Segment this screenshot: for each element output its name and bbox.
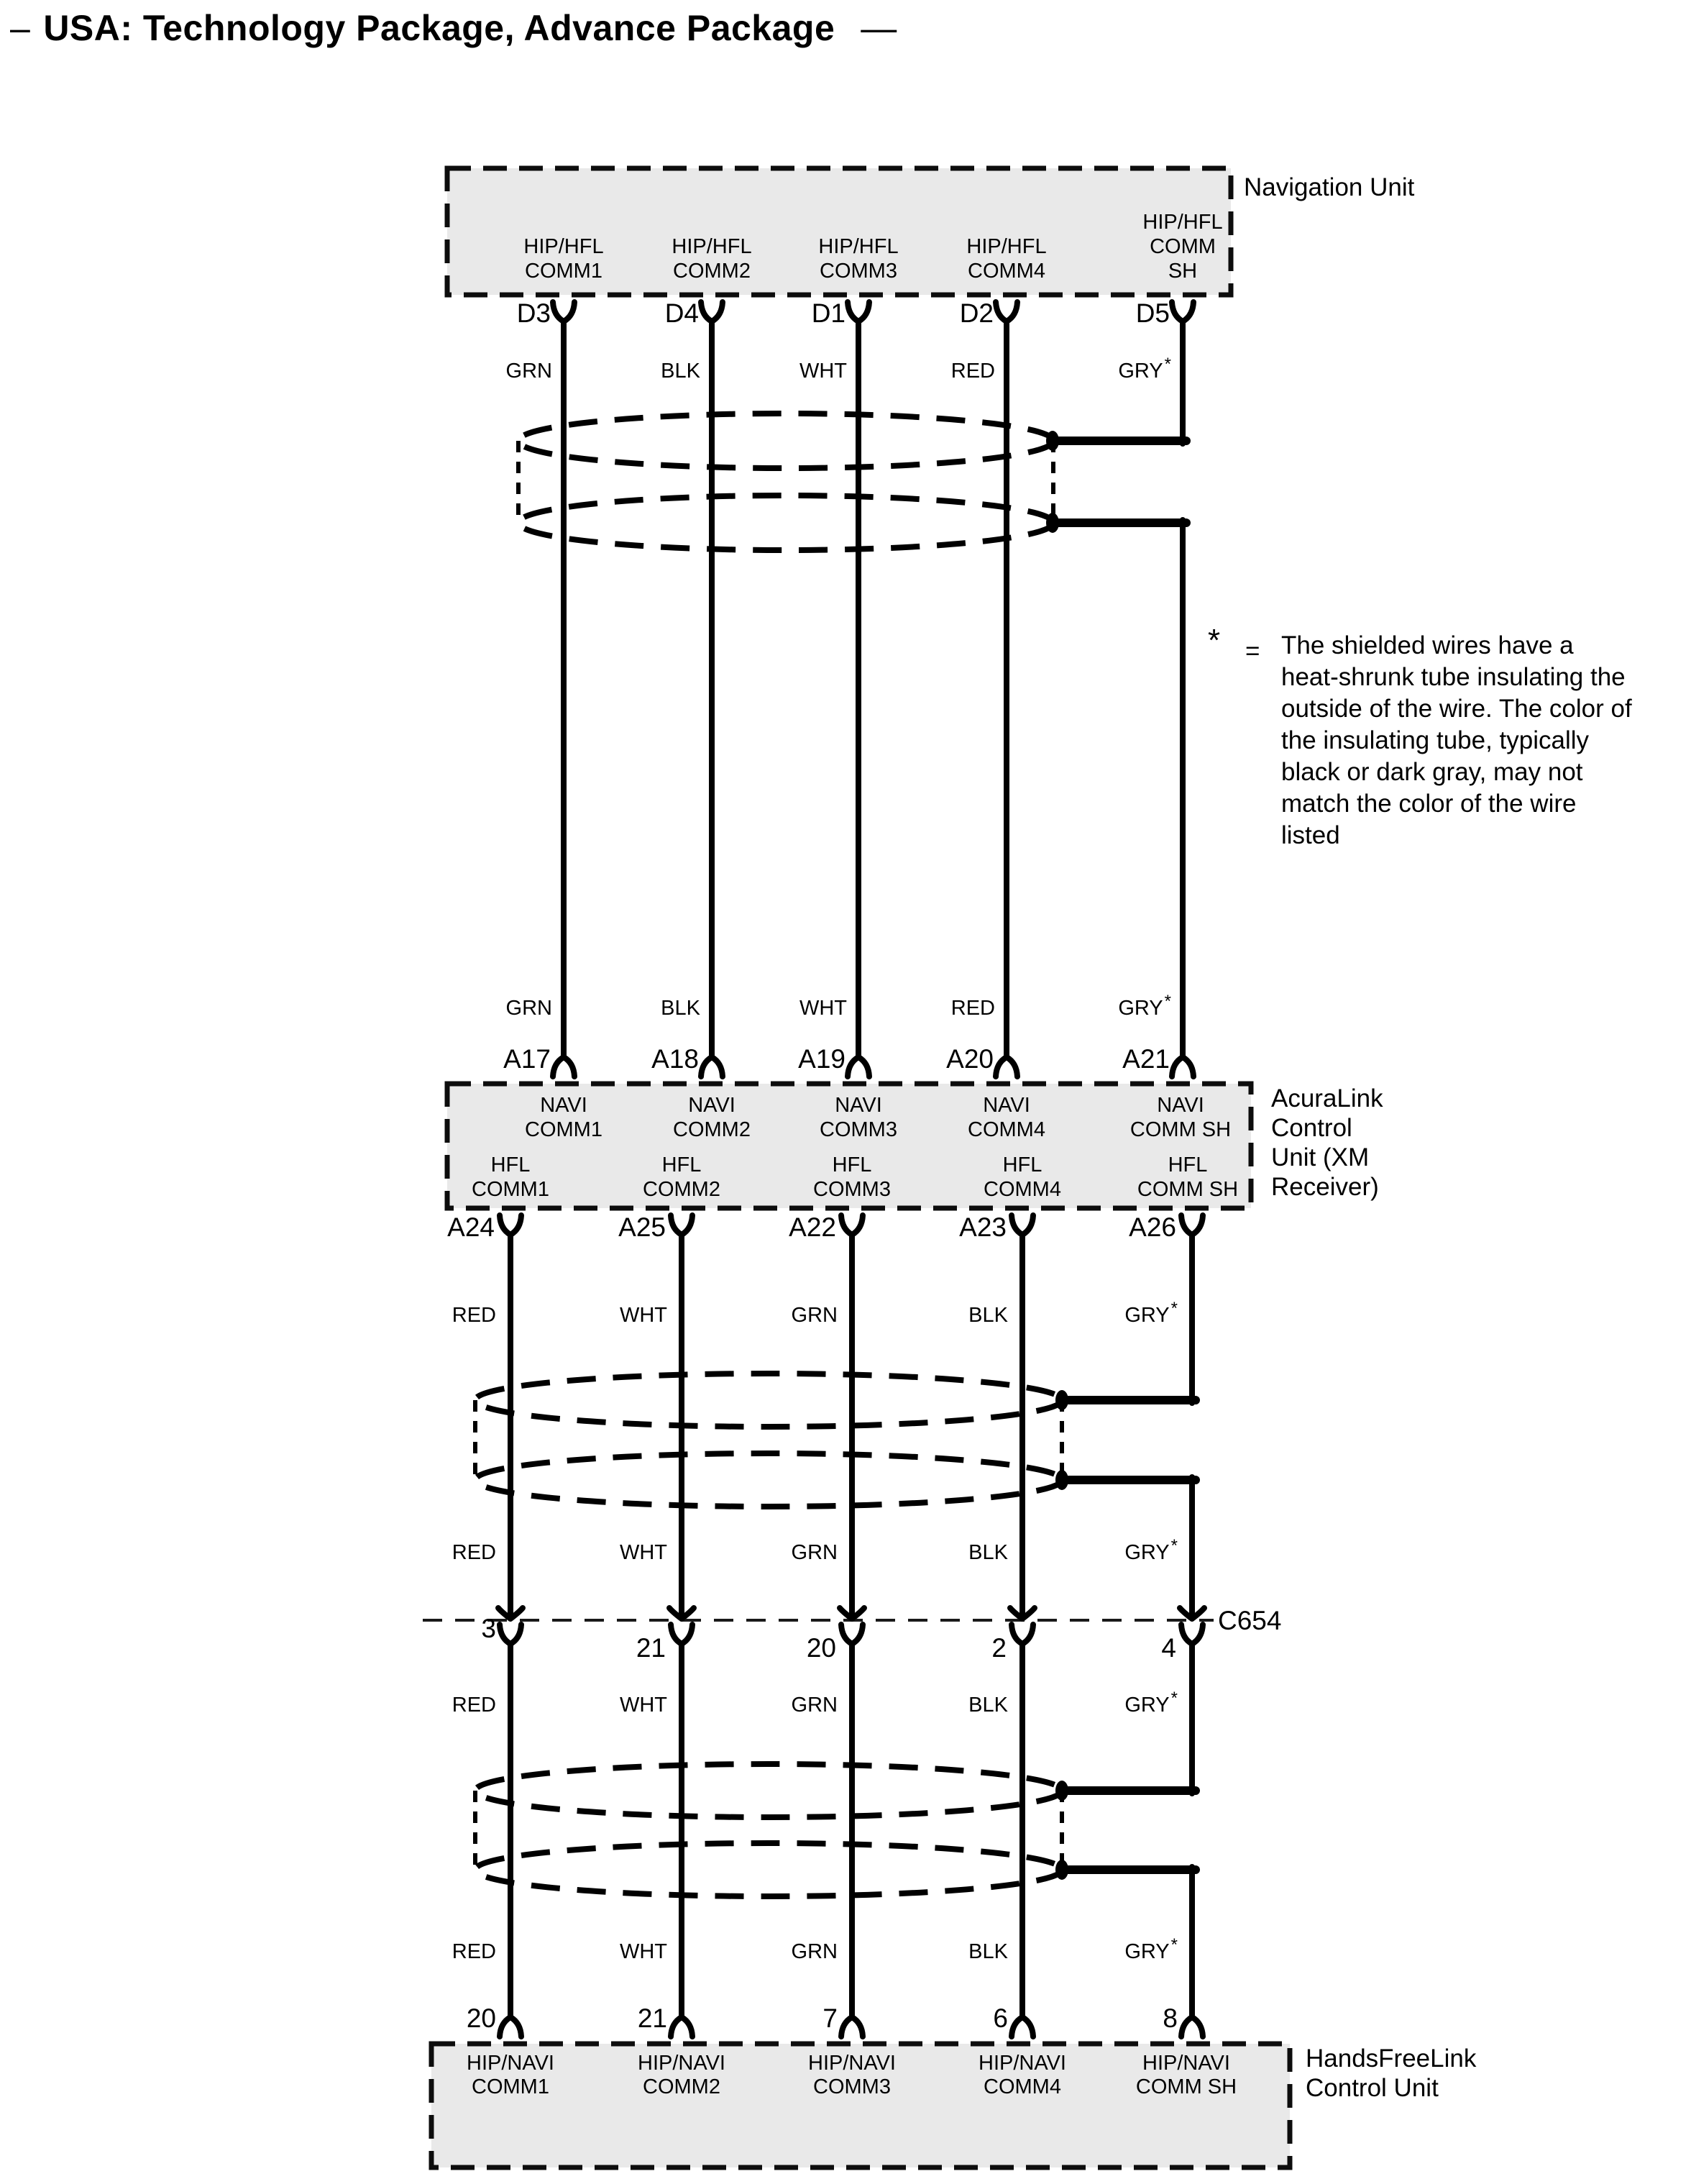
wire-color-label-shield: GRY* <box>1124 1935 1178 1963</box>
acuralink-unit-label <box>1271 1084 1383 1202</box>
title-text: USA: Technology Package, Advance Package <box>43 8 835 48</box>
acuralink-terminal-name <box>968 1093 1045 1142</box>
wire-color-label: RED <box>452 1304 496 1327</box>
shield-footnote-marker: * <box>1170 1299 1178 1318</box>
hfl-terminal-name <box>808 2052 896 2099</box>
hfl-terminal-name <box>467 2052 554 2099</box>
pin-label-a21: A21 <box>1122 1044 1170 1074</box>
acuralink-terminal-name <box>820 1093 897 1142</box>
acuralink-terminal-name <box>643 1153 720 1202</box>
pin-label-d5: D5 <box>1135 298 1170 328</box>
acuralink-terminal-name <box>984 1153 1061 1202</box>
wire-color-label: WHT <box>799 997 847 1020</box>
title-dash-left: – <box>10 8 31 48</box>
handsfreelink-unit-label <box>1306 2044 1476 2103</box>
wire-color-label: BLK <box>968 1940 1008 1963</box>
terminal-name-line: COMM1 <box>472 2075 549 2098</box>
connector-c654-label: C654 <box>1218 1606 1282 1635</box>
terminal-name-line: NAVI <box>983 1094 1030 1117</box>
terminal-name-line: HFL <box>1002 1153 1042 1176</box>
unit-label-line: Control <box>1271 1114 1352 1142</box>
connector-pin-label: 21 <box>636 1633 666 1663</box>
acuralink-terminal-name <box>525 1093 602 1142</box>
pin-label-8: 8 <box>1163 2003 1178 2033</box>
wire-color-label: WHT <box>619 1694 667 1717</box>
terminal-name-line: HIP/HFL <box>672 235 752 258</box>
wire-color-label: GRN <box>791 1694 838 1717</box>
acuralink-terminal-name <box>1137 1153 1238 1202</box>
terminal-name-line: COMM2 <box>673 1118 751 1141</box>
hfl-terminal-name <box>1136 2052 1237 2099</box>
terminal-name-line: COMM <box>1150 235 1216 258</box>
nav-terminal-name <box>672 234 751 283</box>
terminal-name-line: HIP/HFL <box>966 235 1047 258</box>
wire-color-label: BLK <box>968 1541 1008 1564</box>
shield-footnote-marker: * <box>1164 992 1171 1011</box>
pin-label-d1: D1 <box>811 298 846 328</box>
footnote-line: listed <box>1281 821 1340 849</box>
terminal-name-line: NAVI <box>540 1094 587 1117</box>
shield-cylinder-upper <box>518 414 1053 550</box>
wire-color-label: BLK <box>968 1694 1008 1717</box>
wire-color-label-shield: GRY* <box>1118 992 1171 1020</box>
wire-color-label: RED <box>452 1694 496 1717</box>
terminal-name-line: COMM3 <box>813 1178 891 1201</box>
terminal-name-line: COMM SH <box>1129 1118 1232 1141</box>
footnote-line: the insulating tube, typically <box>1281 726 1590 754</box>
wire-color-label: WHT <box>619 1541 667 1564</box>
unit-label-line: Control Unit <box>1306 2074 1439 2102</box>
terminal-name-line: COMM3 <box>820 1118 897 1141</box>
terminal-name-line: HFL <box>490 1153 531 1176</box>
nav-terminal-name <box>523 234 603 283</box>
pin-label-a23: A23 <box>959 1212 1007 1242</box>
connector-pin-label: 3 <box>481 1614 496 1643</box>
pin-label-21: 21 <box>637 2003 667 2033</box>
pin-label-d4: D4 <box>664 298 699 328</box>
title-dash-right: — <box>861 8 897 48</box>
footnote-line: outside of the wire. The color of <box>1281 695 1632 723</box>
shield-footnote-marker: * <box>1164 355 1171 374</box>
wire-color-label: RED <box>452 1940 496 1963</box>
pin-label-d2: D2 <box>959 298 994 328</box>
footnote-line: match the color of the wire <box>1281 790 1577 818</box>
wire-color-label-shield: GRY* <box>1124 1299 1178 1327</box>
terminal-name-line: COMM1 <box>525 1118 602 1141</box>
terminal-name-line: COMM SH <box>1135 2075 1237 2098</box>
wire-color-label: GRN <box>505 360 552 383</box>
pin-label-20: 20 <box>466 2003 496 2033</box>
wire-color-label: GRN <box>791 1541 838 1564</box>
unit-label-line: Receiver) <box>1271 1173 1379 1201</box>
wire-color-label: RED <box>950 997 995 1020</box>
terminal-name-line: HIP/NAVI <box>638 2052 725 2075</box>
terminal-name-line: COMM4 <box>968 260 1045 283</box>
wire-color-label: WHT <box>619 1304 667 1327</box>
acuralink-terminal-name <box>1130 1093 1231 1142</box>
shield-footnote-marker: * <box>1170 1536 1178 1555</box>
pin-label-6: 6 <box>993 2003 1008 2033</box>
footnote-equals: = <box>1245 637 1260 665</box>
wire-color-label: GRN <box>505 997 552 1020</box>
pin-label-a20: A20 <box>946 1044 994 1074</box>
unit-label-line: Unit (XM <box>1271 1143 1370 1171</box>
pin-label-a22: A22 <box>789 1212 836 1242</box>
shield-footnote-marker: * <box>1170 1689 1178 1708</box>
wire-color-label: BLK <box>661 997 700 1020</box>
hfl-terminal-name <box>638 2052 725 2099</box>
terminal-name-line: COMM2 <box>673 260 751 283</box>
wire-color-label: GRN <box>791 1304 838 1327</box>
acuralink-terminal-name <box>813 1153 891 1202</box>
footnote-text <box>1281 630 1632 851</box>
pin-label-7: 7 <box>822 2003 838 2033</box>
terminal-name-line: HIP/HFL <box>818 235 899 258</box>
terminal-name-line: COMM2 <box>643 1178 720 1201</box>
wire-color-label: WHT <box>799 360 847 383</box>
unit-label-line: HandsFreeLink <box>1306 2044 1477 2073</box>
acuralink-terminal-name <box>673 1093 751 1142</box>
terminal-name-line: NAVI <box>1157 1094 1204 1117</box>
footnote-symbol: * <box>1208 623 1221 658</box>
wire-color-label: RED <box>950 360 995 383</box>
wire-color-label: GRN <box>791 1940 838 1963</box>
hfl-terminal-name <box>979 2052 1066 2099</box>
terminal-name-line: HIP/NAVI <box>979 2052 1066 2075</box>
terminal-name-line: COMM3 <box>813 2075 891 2098</box>
terminal-name-line: COMM1 <box>472 1178 549 1201</box>
terminal-name-line: COMM SH <box>1137 1178 1239 1201</box>
terminal-name-line: HFL <box>661 1153 702 1176</box>
terminal-name-line: NAVI <box>688 1094 735 1117</box>
terminal-name-line: HIP/NAVI <box>808 2052 896 2075</box>
pin-label-a18: A18 <box>651 1044 699 1074</box>
terminal-name-line: HIP/HFL <box>523 235 604 258</box>
wire-color-label: RED <box>452 1541 496 1564</box>
connector-pin-label: 2 <box>991 1633 1007 1663</box>
pin-label-d3: D3 <box>516 298 551 328</box>
pin-label-a25: A25 <box>618 1212 666 1242</box>
footnote-line: The shielded wires have a <box>1281 631 1574 659</box>
wire-color-label-shield: GRY* <box>1118 355 1171 383</box>
wire-color-label: BLK <box>661 360 700 383</box>
terminal-name-line: COMM1 <box>525 260 602 283</box>
wire-color-label-shield: GRY* <box>1124 1536 1178 1564</box>
nav-terminal-name <box>966 234 1046 283</box>
terminal-name-line: HFL <box>832 1153 872 1176</box>
terminal-name-line: HIP/HFL <box>1142 211 1223 234</box>
unit-label-line: AcuraLink <box>1271 1084 1383 1112</box>
pin-label-a26: A26 <box>1129 1212 1176 1242</box>
pin-label-a17: A17 <box>503 1044 551 1074</box>
pin-label-a24: A24 <box>447 1212 495 1242</box>
connector-pin-label: 4 <box>1161 1633 1176 1663</box>
pin-label-a19: A19 <box>798 1044 846 1074</box>
nav-terminal-name <box>818 234 898 283</box>
terminal-name-line: HFL <box>1168 1153 1208 1176</box>
terminal-name-line: HIP/NAVI <box>1142 2052 1230 2075</box>
shield-cylinder-middle <box>475 1374 1062 1507</box>
shield-footnote-marker: * <box>1170 1935 1178 1955</box>
shield-cylinder-lower <box>475 1764 1062 1896</box>
terminal-name-line: COMM3 <box>820 260 897 283</box>
acuralink-terminal-name <box>472 1153 549 1202</box>
terminal-name-line: HIP/NAVI <box>467 2052 554 2075</box>
wire-color-label-shield: GRY* <box>1124 1689 1178 1717</box>
terminal-name-line: COMM4 <box>968 1118 1045 1141</box>
terminal-name-line: COMM4 <box>984 2075 1061 2098</box>
wire-color-label: WHT <box>619 1940 667 1963</box>
wire-color-label: BLK <box>968 1304 1008 1327</box>
terminal-name-line: NAVI <box>835 1094 882 1117</box>
connector-pin-label: 20 <box>806 1633 836 1663</box>
terminal-name-line: COMM2 <box>643 2075 720 2098</box>
terminal-name-line: SH <box>1168 260 1198 283</box>
navigation-unit-label: Navigation Unit <box>1244 173 1415 201</box>
nav-terminal-name <box>1142 210 1222 283</box>
terminal-name-line: COMM4 <box>984 1178 1061 1201</box>
footnote-line: black or dark gray, may not <box>1281 758 1583 786</box>
footnote-line: heat-shrunk tube insulating the <box>1281 663 1626 691</box>
page-title <box>10 7 897 49</box>
